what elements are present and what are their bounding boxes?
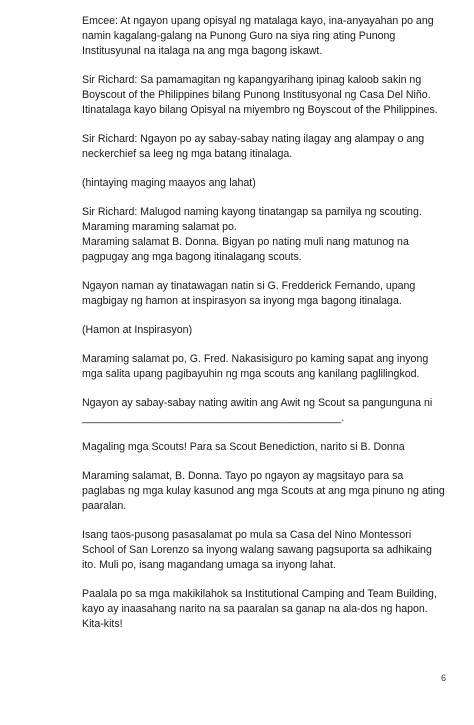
text-line: kayo ay inaasahang narito na sa paaralan sa ganap na ala-dos ng hapon. xyxy=(82,603,428,615)
text-line: School of San Lorenzo sa inyong walang sawang pagsuporta sa adhikaing xyxy=(82,544,432,556)
paragraph-5 xyxy=(82,205,454,265)
document-body xyxy=(82,14,454,646)
text-line: Sir Richard: Sa pamamagitan ng kapangyarihang ipinag kaloob sakin ng xyxy=(82,74,422,86)
text-line: Kita-kits! xyxy=(82,618,123,630)
paragraph-7 xyxy=(82,323,454,338)
text-line: Ngayon naman ay tinatawagan natin si G. Fredderick Fernando, upang xyxy=(82,280,416,292)
paragraph-1 xyxy=(82,14,454,59)
text-line: Sir Richard: Malugod naming kayong tinatangap sa pamilya ng scouting. xyxy=(82,206,422,218)
text-line: Boyscout of the Philippines bilang Punong Institusyonal ng Casa Del Niño. xyxy=(82,89,431,101)
paragraph-2 xyxy=(82,73,454,118)
paragraph-13 xyxy=(82,587,454,632)
text-line: (hintaying maging maayos ang lahat) xyxy=(82,177,256,189)
paragraph-6 xyxy=(82,279,454,309)
text-line: Itinatalaga kayo bilang Opisyal na miyembro ng Boyscout of the Philippines. xyxy=(82,104,438,116)
text-line: Maraming maraming salamat po. xyxy=(82,221,237,233)
paragraph-8 xyxy=(82,352,454,382)
paragraph-4 xyxy=(82,176,454,191)
paragraph-12 xyxy=(82,528,454,573)
paragraph-3 xyxy=(82,132,454,162)
text-line: Sir Richard: Ngayon po ay sabay-sabay nating ilagay ang alampay o ang xyxy=(82,133,425,145)
text-line: Maraming salamat po, G. Fred. Nakasisiguro po kaming sapat ang inyong xyxy=(82,353,429,365)
text-line: pagpugay ang mga bagong itinalagang scouts. xyxy=(82,251,302,263)
text-line: mga salita upang pagibayuhin ng mga scouts ang kanilang paglilingkod. xyxy=(82,368,420,380)
text-line: namin kagalang-galang na Punong Guro na siya ring ating Punong xyxy=(82,30,396,42)
text-line: Magaling mga Scouts! Para sa Scout Benediction, narito si B. Donna xyxy=(82,441,405,453)
text-line: Emcee: At ngayon upang opisyal ng matalaga kayo, ina-anyayahan po ang xyxy=(82,15,434,27)
text-line: ____________________________________________. xyxy=(82,412,345,424)
text-line: Maraming salamat, B. Donna. Tayo po ngayon ay magsitayo para sa xyxy=(82,470,404,482)
paragraph-11 xyxy=(82,469,454,514)
text-line: Paalala po sa mga makikilahok sa Institutional Camping and Team Building, xyxy=(82,588,437,600)
paragraph-10 xyxy=(82,440,454,455)
text-line: neckerchief sa leeg ng mga batang itinalaga. xyxy=(82,148,293,160)
text-line: Maraming salamat B. Donna. Bigyan po nating muli nang matunog na xyxy=(82,236,409,248)
text-line: paglabas ng mga kulay kasunod ang mga Scouts at ang mga pinuno ng ating xyxy=(82,485,445,497)
text-line: magbigay ng hamon at inspirasyon sa inyong mga bagong itinalaga. xyxy=(82,295,402,307)
paragraph-9 xyxy=(82,396,454,426)
text-line: ito. Muli po, isang magandang umaga sa inyong lahat. xyxy=(82,559,336,571)
text-line: Ngayon ay sabay-sabay nating awitin ang Awit ng Scout sa pangunguna ni xyxy=(82,397,433,409)
page-number: 6 xyxy=(440,673,446,683)
text-line: Institusyunal na italaga na ang mga bagong iskawt. xyxy=(82,45,323,57)
text-line: Isang taos-pusong pasasalamat po mula sa Casa del Nino Montessori xyxy=(82,529,412,541)
text-line: (Hamon at Inspirasyon) xyxy=(82,324,193,336)
text-line: paaralan. xyxy=(82,500,127,512)
